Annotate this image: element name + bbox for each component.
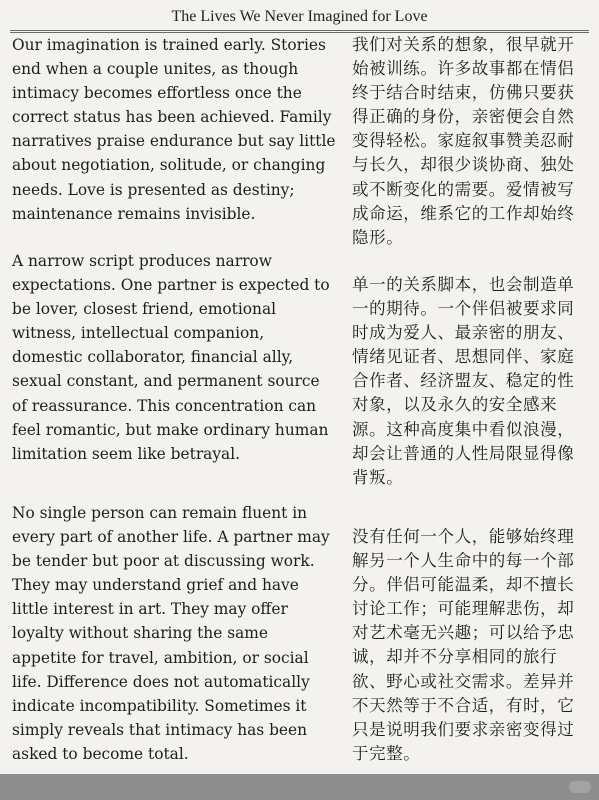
text-line: little interest in art. They may offer [12,600,288,619]
text-line: 始被训练。许多故事都在情侣 [352,59,575,79]
text-line: 讨论工作；可能理解悲伤，却 [352,599,575,619]
text-line: 合作者、经济盟友、稳定的性 [352,371,575,391]
text-line: be tender but poor at discussing work. [12,552,315,571]
text-line: 我们对关系的想象，很早就开 [352,35,575,54]
text-line: 不天然等于不合适，有时，它 [352,695,575,715]
text-line: 成命运，维系它的工作却始终 [352,203,575,223]
watermark-icon [569,781,591,793]
text-line: needs. Love is presented as destiny; [12,180,295,199]
text-line: 背叛。 [352,467,404,487]
paragraph-3-english [12,501,340,766]
text-line: 与长久，却很少谈协商、独处 [352,155,575,175]
text-line: 隐形。 [352,227,404,247]
text-line: 一的期待。一个伴侣被要求同 [352,299,575,319]
text-line: every part of another life. A partner may [12,528,330,547]
text-line: asked to become total. [12,744,189,763]
text-line: 解另一个人生命中的每一个部 [352,551,575,571]
text-line: feel romantic, but make ordinary human [12,420,329,439]
text-line: intimacy becomes effortless once the [12,84,302,103]
text-line: maintenance remains invisible. [12,204,256,223]
paragraph-2-chinese [352,273,594,490]
paragraph-2-english [12,249,340,466]
paragraph-1-chinese [352,33,594,250]
header-divider-top [10,30,589,31]
text-line: narratives praise endurance but say little [12,132,336,151]
text-line: 却会让普通的人性局限显得像 [352,443,575,463]
text-line: 只是说明我们要求亲密变得过 [352,719,575,739]
text-line: witness, intellectual companion, [12,324,265,343]
text-line: simply reveals that intimacy has been [12,720,308,739]
text-line: 分。伴侣可能温柔，却不擅长 [352,575,575,595]
text-line: about negotiation, solitude, or changing [12,156,326,175]
text-line: expectations. One partner is expected to [12,276,330,295]
text-line: limitation seem like betrayal. [12,444,241,463]
paragraph-1-english [12,33,340,226]
text-line: appetite for travel, ambition, or social [12,648,309,667]
text-line: correct status has been achieved. Family [12,108,332,127]
text-line: 欲、野心或社交需求。差异并 [352,671,575,691]
text-line: loyalty without sharing the same [12,624,268,643]
text-line: of reassurance. This concentration can [12,396,317,415]
text-line: 源。这种高度集中看似浪漫， [352,419,575,439]
text-line: 没有任何一个人，能够始终理 [352,527,575,546]
text-line: indicate incompatibility. Sometimes it [12,696,307,715]
text-line: 对艺术毫无兴趣；可以给予忠 [352,623,575,643]
text-line: 于完整。 [352,743,421,763]
text-line: 变得轻松。家庭叙事赞美忍耐 [352,131,575,151]
text-line: 对象，以及永久的安全感来 [352,395,558,415]
text-line: sexual constant, and permanent source [12,372,320,391]
text-line: domestic collaborator, financial ally, [12,348,294,367]
text-line: 诚，却并不分享相同的旅行 [352,647,558,667]
text-line: No single person can remain fluent in [12,504,308,522]
paragraph-3-chinese [352,525,594,766]
text-line: end when a couple unites, as though [12,60,299,79]
text-line: They may understand grief and have [12,576,299,595]
bottom-bar [0,774,599,800]
text-line: be lover, closest friend, emotional [12,300,277,319]
text-line: Our imagination is trained early. Stories [12,36,326,54]
text-line: 情绪见证者、思想同伴、家庭 [352,347,575,367]
text-line: A narrow script produces narrow [12,252,272,270]
text-line: 或不断变化的需要。爱情被写 [352,179,575,199]
text-line: life. Difference does not automatically [12,672,310,691]
text-line: 单一的关系脚本，也会制造单 [352,275,575,294]
text-line: 得正确的身份，亲密便会自然 [352,107,575,127]
text-line: 终于结合时结束，仿佛只要获 [352,83,575,103]
text-line: 时成为爱人、最亲密的朋友、 [352,323,575,343]
page-title: The Lives We Never Imagined for Love [171,8,428,25]
